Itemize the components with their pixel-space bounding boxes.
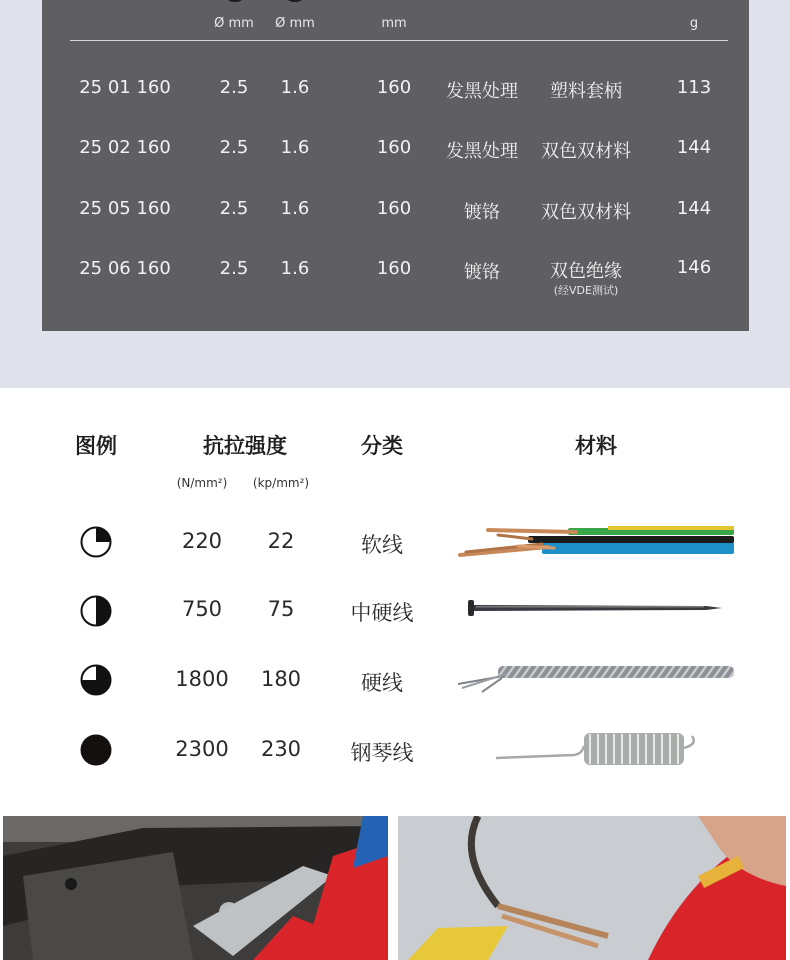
- pliers-cutting-cable-photo: [398, 816, 786, 960]
- legend-strength-kp: 22: [267, 529, 295, 553]
- table-cell-d1: 2.5: [219, 137, 249, 158]
- table-cell-code: 25 05 160: [79, 198, 171, 219]
- header-symbol-icon: [224, 0, 246, 2]
- pliers-cutting-in-machine-photo: [3, 816, 388, 960]
- unit-diameter-1: Ø mm: [214, 16, 254, 31]
- legend-unit-n: (N/mm²): [176, 476, 228, 490]
- table-cell-weight: 113: [676, 77, 712, 98]
- unit-diameter-2: Ø mm: [275, 16, 315, 31]
- quarter-filled-circle-icon: [80, 526, 112, 558]
- table-cell-handle: 塑料套柄: [550, 81, 622, 102]
- steel-cable-icon: [458, 664, 734, 694]
- legend-category: 硬线: [361, 671, 403, 695]
- table-cell-finish: 镀铬: [464, 262, 500, 283]
- legend-unit-kp: (kp/mm²): [252, 476, 310, 490]
- table-cell-d2: 1.6: [280, 198, 310, 219]
- unit-length: mm: [381, 16, 407, 31]
- table-cell-d1: 2.5: [219, 198, 249, 219]
- legend-header-symbol: 图例: [75, 434, 117, 458]
- spec-table: [42, 0, 749, 331]
- half-filled-circle-icon: [80, 595, 112, 627]
- legend-strength-kp: 180: [260, 667, 302, 691]
- legend-strength-n: 750: [181, 597, 223, 621]
- table-cell-length: 160: [376, 77, 412, 98]
- stranded-wires-icon: [458, 522, 734, 562]
- table-cell-weight: 146: [676, 257, 712, 278]
- legend-category: 软线: [361, 533, 403, 557]
- table-cell-weight: 144: [676, 198, 712, 219]
- table-cell-length: 160: [376, 198, 412, 219]
- table-cell-handle: 双色双材料: [541, 141, 631, 162]
- table-cell-handle: 双色双材料: [541, 202, 631, 223]
- spring-wire-icon: [494, 728, 698, 770]
- table-cell-length: 160: [376, 137, 412, 158]
- unit-weight: g: [689, 16, 699, 31]
- table-cell-d2: 1.6: [280, 258, 310, 279]
- table-cell-code: 25 02 160: [79, 137, 171, 158]
- legend-strength-kp: 230: [260, 737, 302, 761]
- legend-category: 钢琴线: [350, 741, 414, 765]
- legend-header-material: 材料: [575, 434, 617, 458]
- nail-icon: [466, 598, 724, 618]
- table-cell-d1: 2.5: [219, 258, 249, 279]
- header-divider: [70, 40, 728, 41]
- table-cell-finish: 发黑处理: [446, 141, 518, 162]
- table-cell-length: 160: [376, 258, 412, 279]
- strength-legend: [0, 388, 790, 816]
- legend-strength-n: 1800: [175, 667, 229, 691]
- legend-strength-kp: 75: [267, 597, 295, 621]
- table-cell-finish: 发黑处理: [446, 81, 518, 102]
- legend-strength-n: 220: [181, 529, 223, 553]
- table-cell-finish: 镀铬: [464, 202, 500, 223]
- table-cell-code: 25 01 160: [79, 77, 171, 98]
- filled-circle-icon: [80, 734, 112, 766]
- legend-strength-n: 2300: [175, 737, 229, 761]
- table-cell-d2: 1.6: [280, 77, 310, 98]
- header-symbol-icon: [284, 0, 306, 2]
- legend-header-category: 分类: [361, 434, 403, 458]
- table-cell-handle-note: (经VDE测试): [553, 284, 619, 297]
- table-cell-d2: 1.6: [280, 137, 310, 158]
- usage-photos: [0, 816, 790, 960]
- legend-category: 中硬线: [350, 601, 414, 625]
- three-quarter-filled-circle-icon: [80, 664, 112, 696]
- legend-header-strength: 抗拉强度: [203, 434, 287, 458]
- table-cell-code: 25 06 160: [79, 258, 171, 279]
- table-cell-d1: 2.5: [219, 77, 249, 98]
- table-cell-handle: 双色绝缘: [550, 261, 622, 282]
- table-cell-weight: 144: [676, 137, 712, 158]
